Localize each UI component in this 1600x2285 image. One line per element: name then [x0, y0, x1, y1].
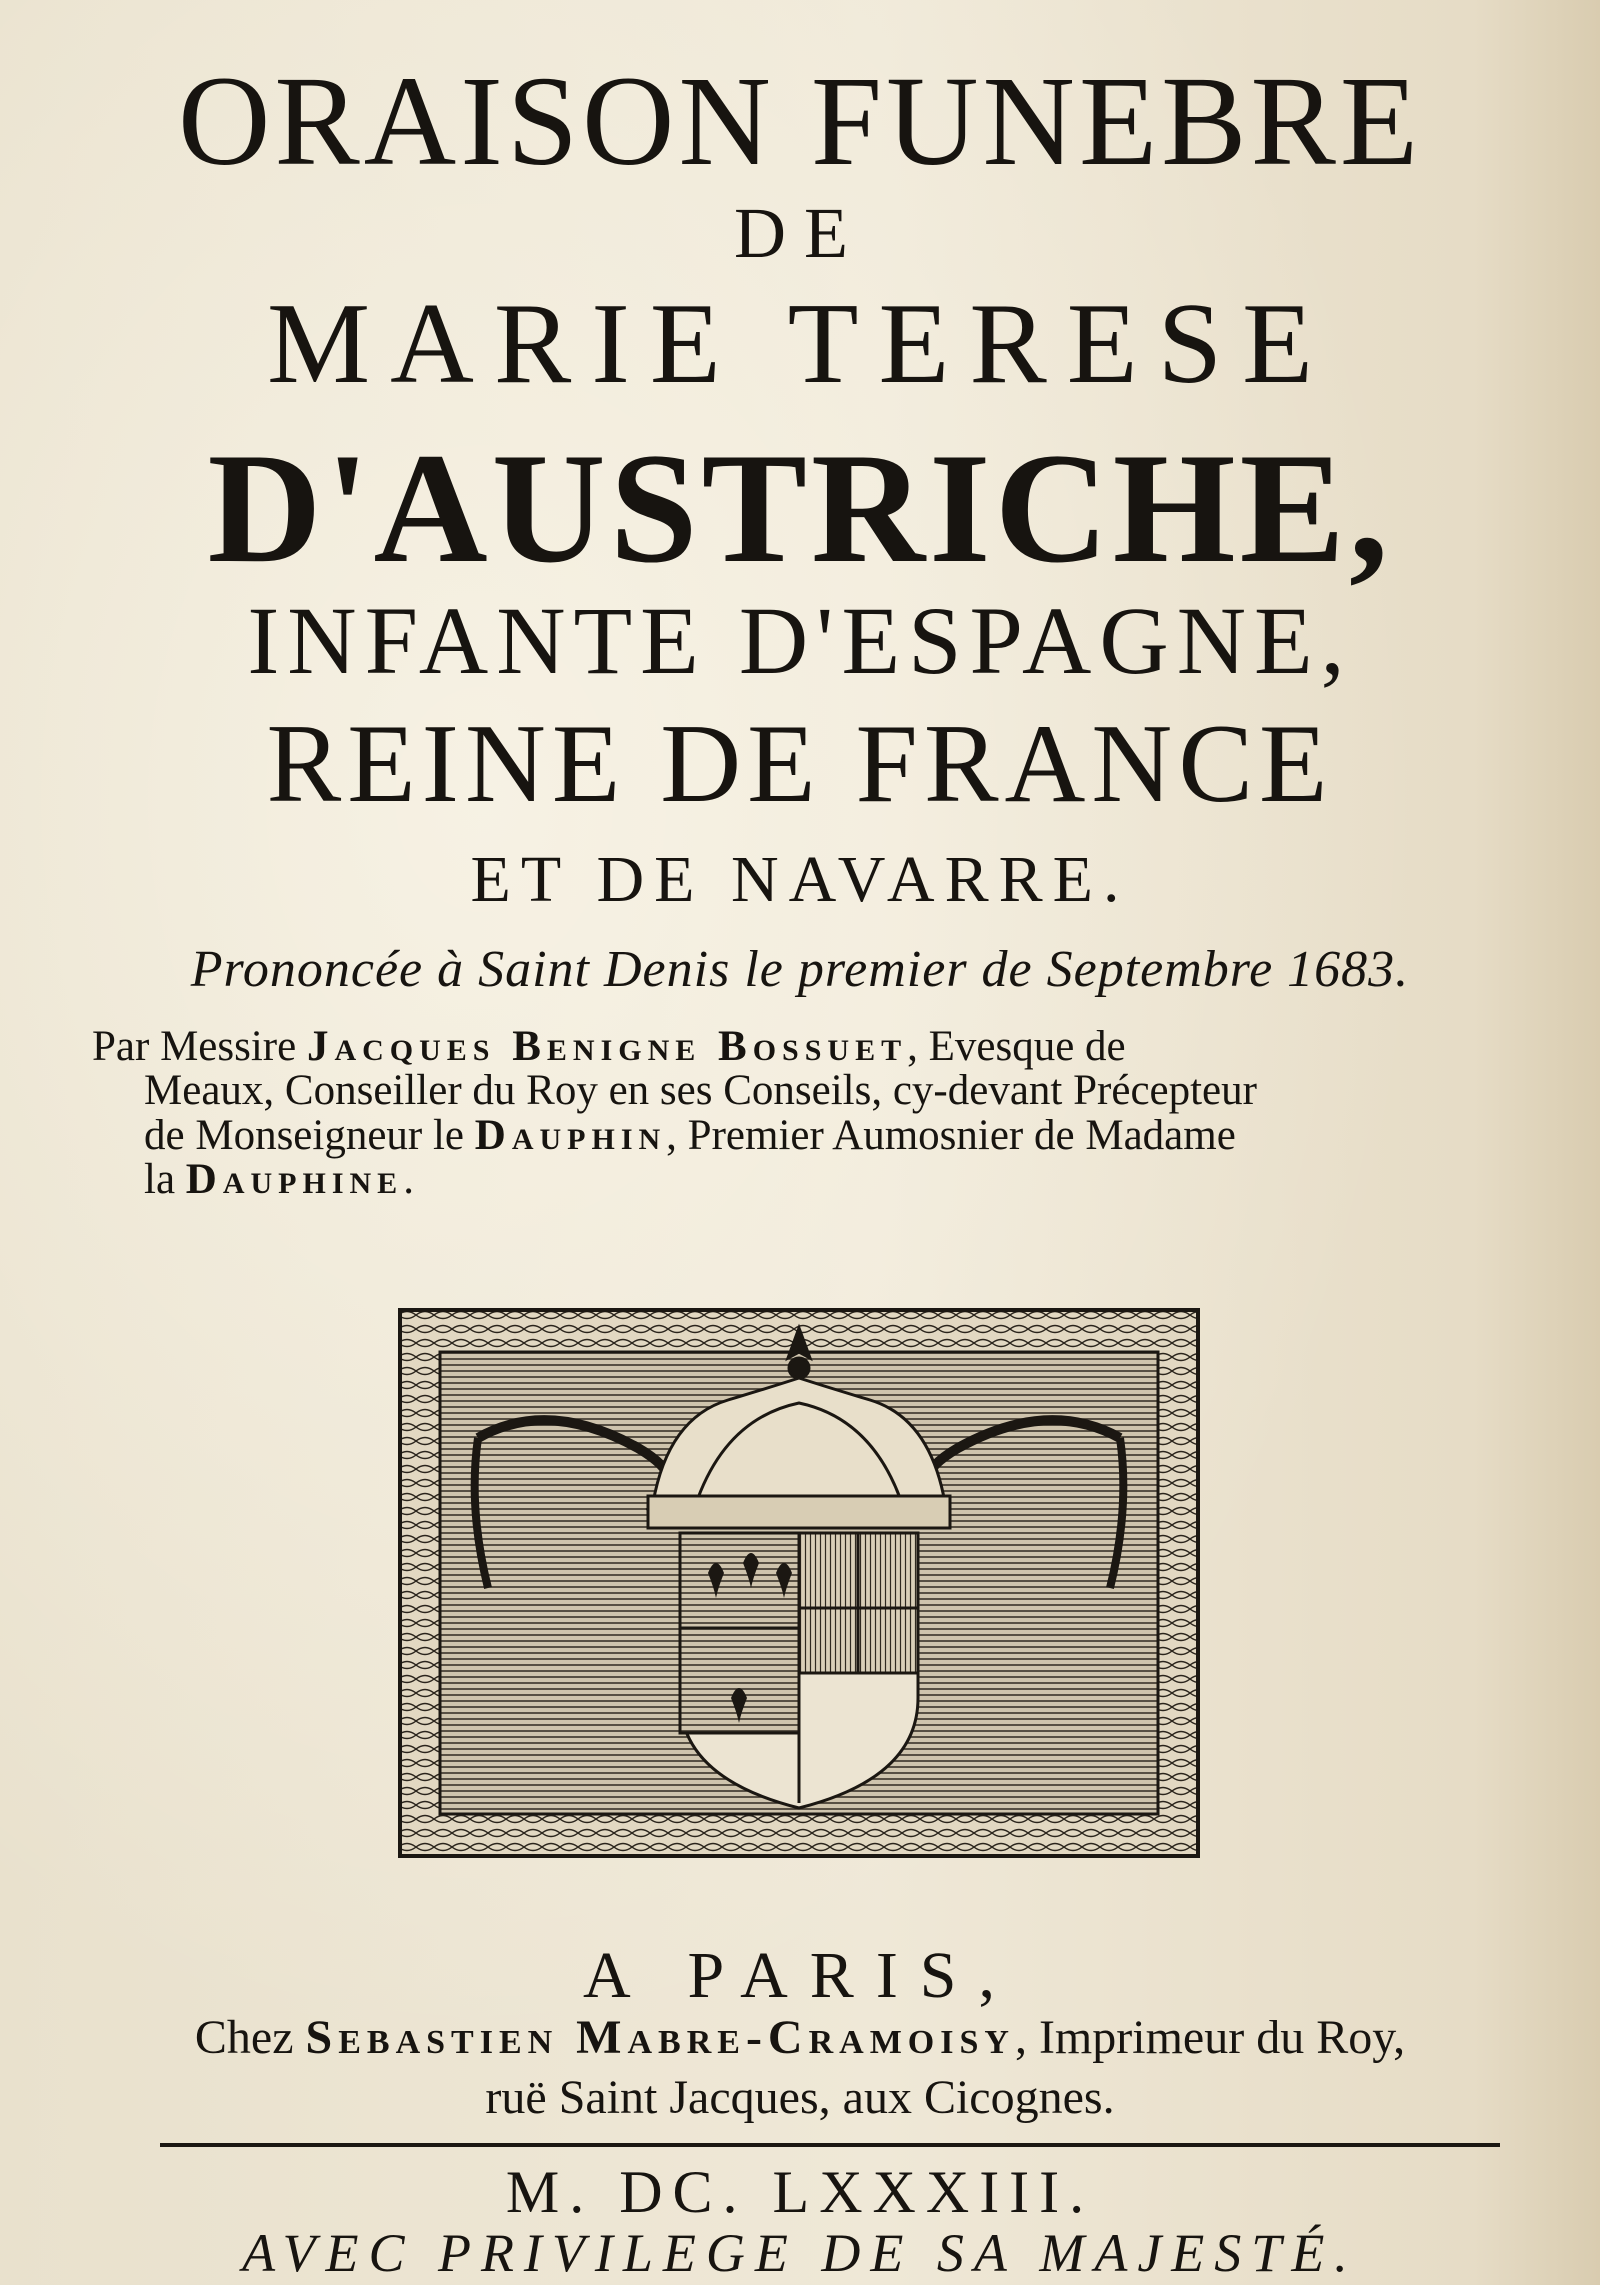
publication-year: M. DC. LXXXIII. [505, 2159, 1095, 2225]
byline-line-1 [92, 1025, 1512, 1069]
byline-l4-suffix: . [403, 1155, 414, 1203]
byline-line-2: Meaux, Conseiller du Roy en ses Conseils, cy-devant Précepteur [144, 1067, 1257, 1115]
imprint-printer [0, 2010, 1600, 2065]
dauphin-caps: Dauphin [474, 1111, 667, 1159]
imprint-address: ruë Saint Jacques, aux Cicognes. [485, 2071, 1115, 2124]
dauphine-caps: Dauphine [185, 1155, 404, 1203]
title-line-1: ORAISON FUNEBRE [177, 50, 1423, 192]
printer-prefix: Chez [194, 2011, 306, 2064]
author-name: Jacques Benigne Bossuet [306, 1023, 908, 1070]
title-line-7: ET DE NAVARRE. [470, 843, 1130, 916]
author-byline [92, 1025, 1512, 1202]
title-line-5: INFANTE D'ESPAGNE, [247, 587, 1353, 694]
byline-line-4 [92, 1155, 1512, 1203]
byline-l4-prefix: la [144, 1155, 186, 1203]
coat-of-arms-engraving [398, 1308, 1200, 1858]
title-line-4: D'AUSTRICHE, [207, 421, 1393, 596]
byline-l3-suffix: , Premier Aumosnier de Madame [666, 1111, 1236, 1159]
privilege-line: AVEC PRIVILEGE DE SA MAJESTÉ. [242, 2223, 1358, 2283]
printer-suffix: , Imprimeur du Roy, [1014, 2011, 1406, 2064]
imprint-city: A PARIS, [582, 1939, 1018, 2012]
byline-l3-prefix: de Monseigneur le [144, 1111, 475, 1159]
occasion-line: Prononcée à Saint Denis le premier de Septembre 1683. [190, 941, 1410, 998]
divider-rule [160, 2143, 1500, 2147]
title-line-6: REINE DE FRANCE [266, 702, 1334, 826]
title-line-3: MARIE TERESE [267, 280, 1333, 408]
printer-name: Sebastien Mabre-Cramoisy [305, 2011, 1015, 2064]
byline-line-3 [92, 1111, 1512, 1159]
title-line-2: DE [734, 193, 866, 273]
byline-prefix: Par Messire [92, 1023, 307, 1070]
byline-suffix: , Evesque de [907, 1023, 1126, 1070]
